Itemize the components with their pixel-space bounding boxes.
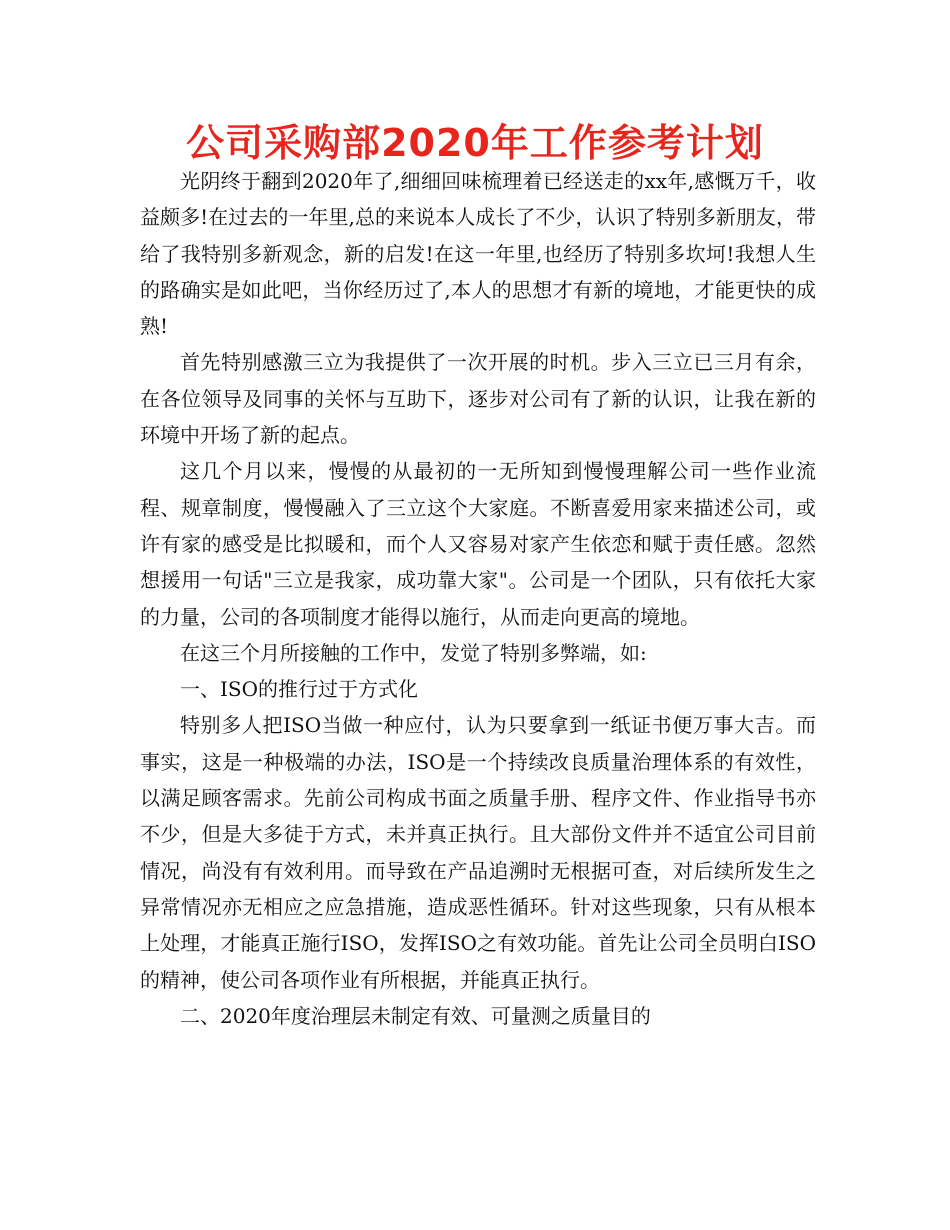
paragraph-gratitude: 首先特别感激三立为我提供了一次开展的时机。步入三立已三月有余，在各位领导及同事的关怀与互助下，逐步对公司有了新的认识，让我在新的环境中开场了新的起点。 [140, 350, 816, 448]
section-heading-iso: 一、ISO的推行过于方式化 [180, 677, 418, 702]
paragraph-intro: 光阴终于翻到2020年了,细细回味梳理着已经送走的xx年,感慨万千，收益颇多!在过去的一年里,总的来说本人成长了不少，认识了特别多新朋友，带给了我特别多新观念，新的启发!在这一年里,也经历了特别多坎坷!我想人生的路确实是如此吧，当你经历过了,本人的思想才有新的境地，才能更快的成熟! [140, 169, 816, 339]
document-body [140, 163, 816, 1034]
document-title: 公司采购部2020年工作参考计划 [186, 121, 764, 165]
paragraph-company-family: 这几个月以来，慢慢的从最初的一无所知到慢慢理解公司一些作业流程、规章制度，慢慢融入了三立这个大家庭。不断喜爱用家来描述公司，或许有家的感受是比拟暖和，而个人又容易对家产生依恋和赋于责任感。忽然想援用一句话"三立是我家，成功靠大家"。公司是一个团队，只有依托大家的力量，公司的各项制度才能得以施行，从而走向更高的境地。 [140, 459, 816, 629]
paragraph-iso-details: 特别多人把ISO当做一种应付，认为只要拿到一纸证书便万事大吉。而事实，这是一种极端的办法，ISO是一个持续改良质量治理体系的有效性，以满足顾客需求。先前公司构成书面之质量手册、程序文件、作业指导书亦不少，但是大多徒于方式，未并真正执行。且大部份文件并不适宜公司目前情况，尚没有有效利用。而导致在产品追溯时无根据可查，对后续所发生之异常情况亦无相应之应急措施，造成恶性循环。针对这些现象，只有从根本上处理，才能真正施行ISO，发挥ISO之有效功能。首先让公司全员明白ISO的精神，使公司各项作业有所根据，并能真正执行。 [140, 713, 816, 992]
section-heading-quality-goals: 二、2020年度治理层未制定有效、可量测之质量目的 [180, 1003, 651, 1028]
paragraph-issues-intro: 在这三个月所接触的工作中，发觉了特别多弊端，如: [180, 640, 647, 665]
